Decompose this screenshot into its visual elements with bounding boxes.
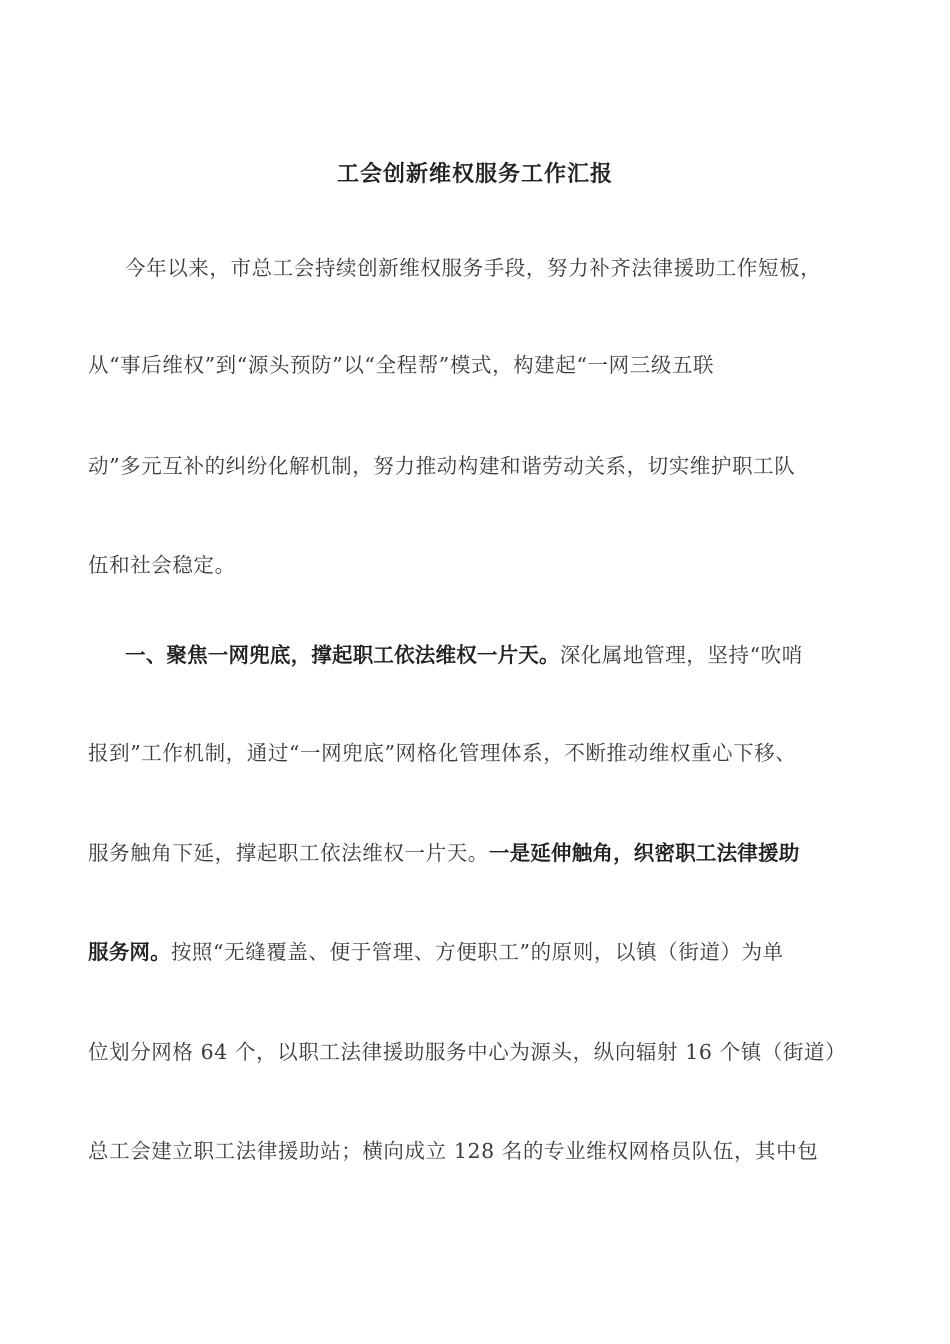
paragraph-line: 今年以来，市总工会持续创新维权服务手段，努力补齐法律援助工作短板， [125, 256, 822, 280]
paragraph-text: 深化属地管理，坚持“吹哨 [559, 643, 803, 667]
paragraph-line: 动”多元互补的纠纷化解机制，努力推动构建和谐劳动关系，切实维护职工队 [88, 454, 796, 478]
paragraph-line: 总工会建立职工法律援助站；横向成立 128 名的专业维权网格员队伍，其中包 [88, 1139, 819, 1163]
subsection-heading: 一是延伸触角，织密职工法律援助 [488, 841, 800, 865]
section-heading: 一、聚焦一网兜底，撑起职工依法维权一片天。 [125, 643, 560, 667]
paragraph-line: 报到”工作机制，通过“一网兜底”网格化管理体系，不断推动维权重心下移、 [88, 741, 797, 765]
paragraph-line [125, 640, 905, 670]
paragraph-line: 从“事后维权”到“源头预防”以“全程帮”模式，构建起“一网三级五联 [88, 353, 715, 377]
subsection-heading: 服务网。 [88, 940, 171, 964]
paragraph-line: 位划分网格 64 个，以职工法律援助服务中心为源头，纵向辐射 16 个镇（街道） [88, 1040, 847, 1064]
paragraph-line [88, 838, 868, 868]
paragraph-text: 按照“无缝覆盖、便于管理、方便职工”的原则，以镇（街道）为单 [170, 940, 784, 964]
paragraph-line: 伍和社会稳定。 [88, 553, 236, 577]
paragraph-line [88, 937, 868, 967]
document-title: 工会创新维权服务工作汇报 [336, 162, 613, 187]
paragraph-text: 服务触角下延，撑起职工依法维权一片天。 [88, 841, 489, 865]
